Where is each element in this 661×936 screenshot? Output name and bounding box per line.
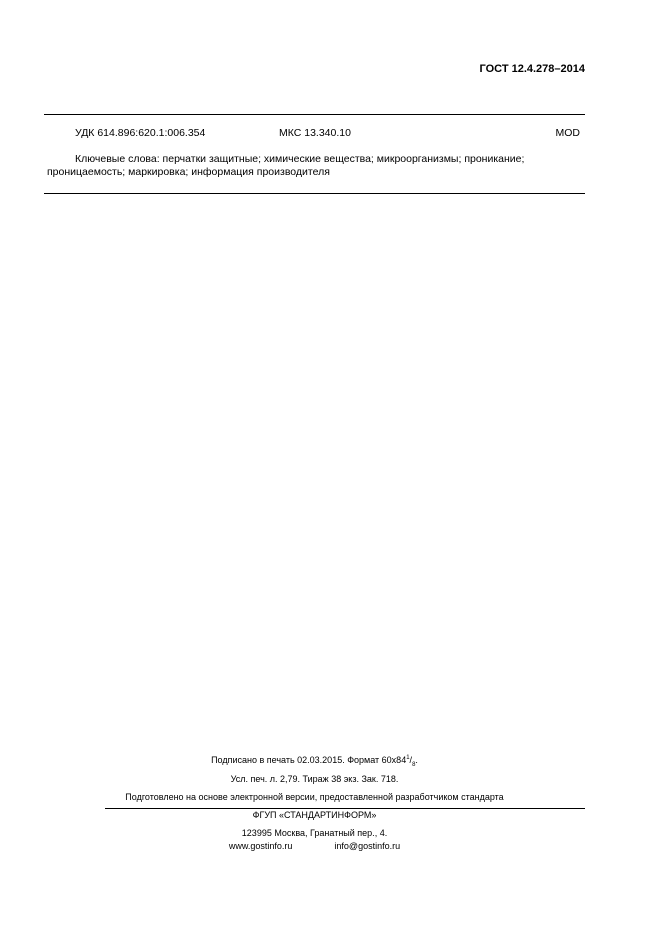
imprint-signed: Подписано в печать 02.03.2015. Формат $60x84^1/_8$. (211, 755, 418, 768)
website-link[interactable]: www.gostinfo.ru (228, 841, 293, 851)
format-numerator: 1 (406, 755, 410, 761)
mks-code: МКС 13.340.10 (279, 127, 351, 139)
bottom-divider (44, 193, 585, 194)
imprint-prepared: Подготовлено на основе электронной версии, предоставленной разработчиком стандарта (125, 792, 504, 802)
signed-suffix: . (415, 755, 418, 765)
imprint-address: 123995 Москва, Гранатный пер., 4. (241, 828, 388, 838)
standard-code: ГОСТ 12.4.278–2014 (479, 63, 585, 75)
signed-text: Подписано в печать 02.03.2015. Формат 60x84 (211, 755, 407, 765)
email-link[interactable]: info@gostinfo.ru (334, 841, 401, 851)
imprint-sheets: Усл. печ. л. 2,79. Тираж 38 экз. Зак. 718. (230, 774, 399, 784)
imprint-contacts (44, 841, 585, 851)
imprint-divider (105, 808, 585, 809)
top-divider (44, 114, 585, 115)
keywords-line-1: Ключевые слова: перчатки защитные; химические вещества; микроорганизмы; проникание; (75, 153, 525, 165)
format-denominator: 8 (412, 761, 416, 768)
imprint-organization: ФГУП «СТАНДАРТИНФОРМ» (252, 810, 377, 820)
equivalence-mark: MOD (555, 127, 580, 139)
keywords-line-2: проницаемость; маркировка; информация производителя (47, 166, 330, 178)
udk-code: УДК 614.896:620.1:006.354 (75, 127, 206, 139)
keywords-block (47, 153, 587, 179)
